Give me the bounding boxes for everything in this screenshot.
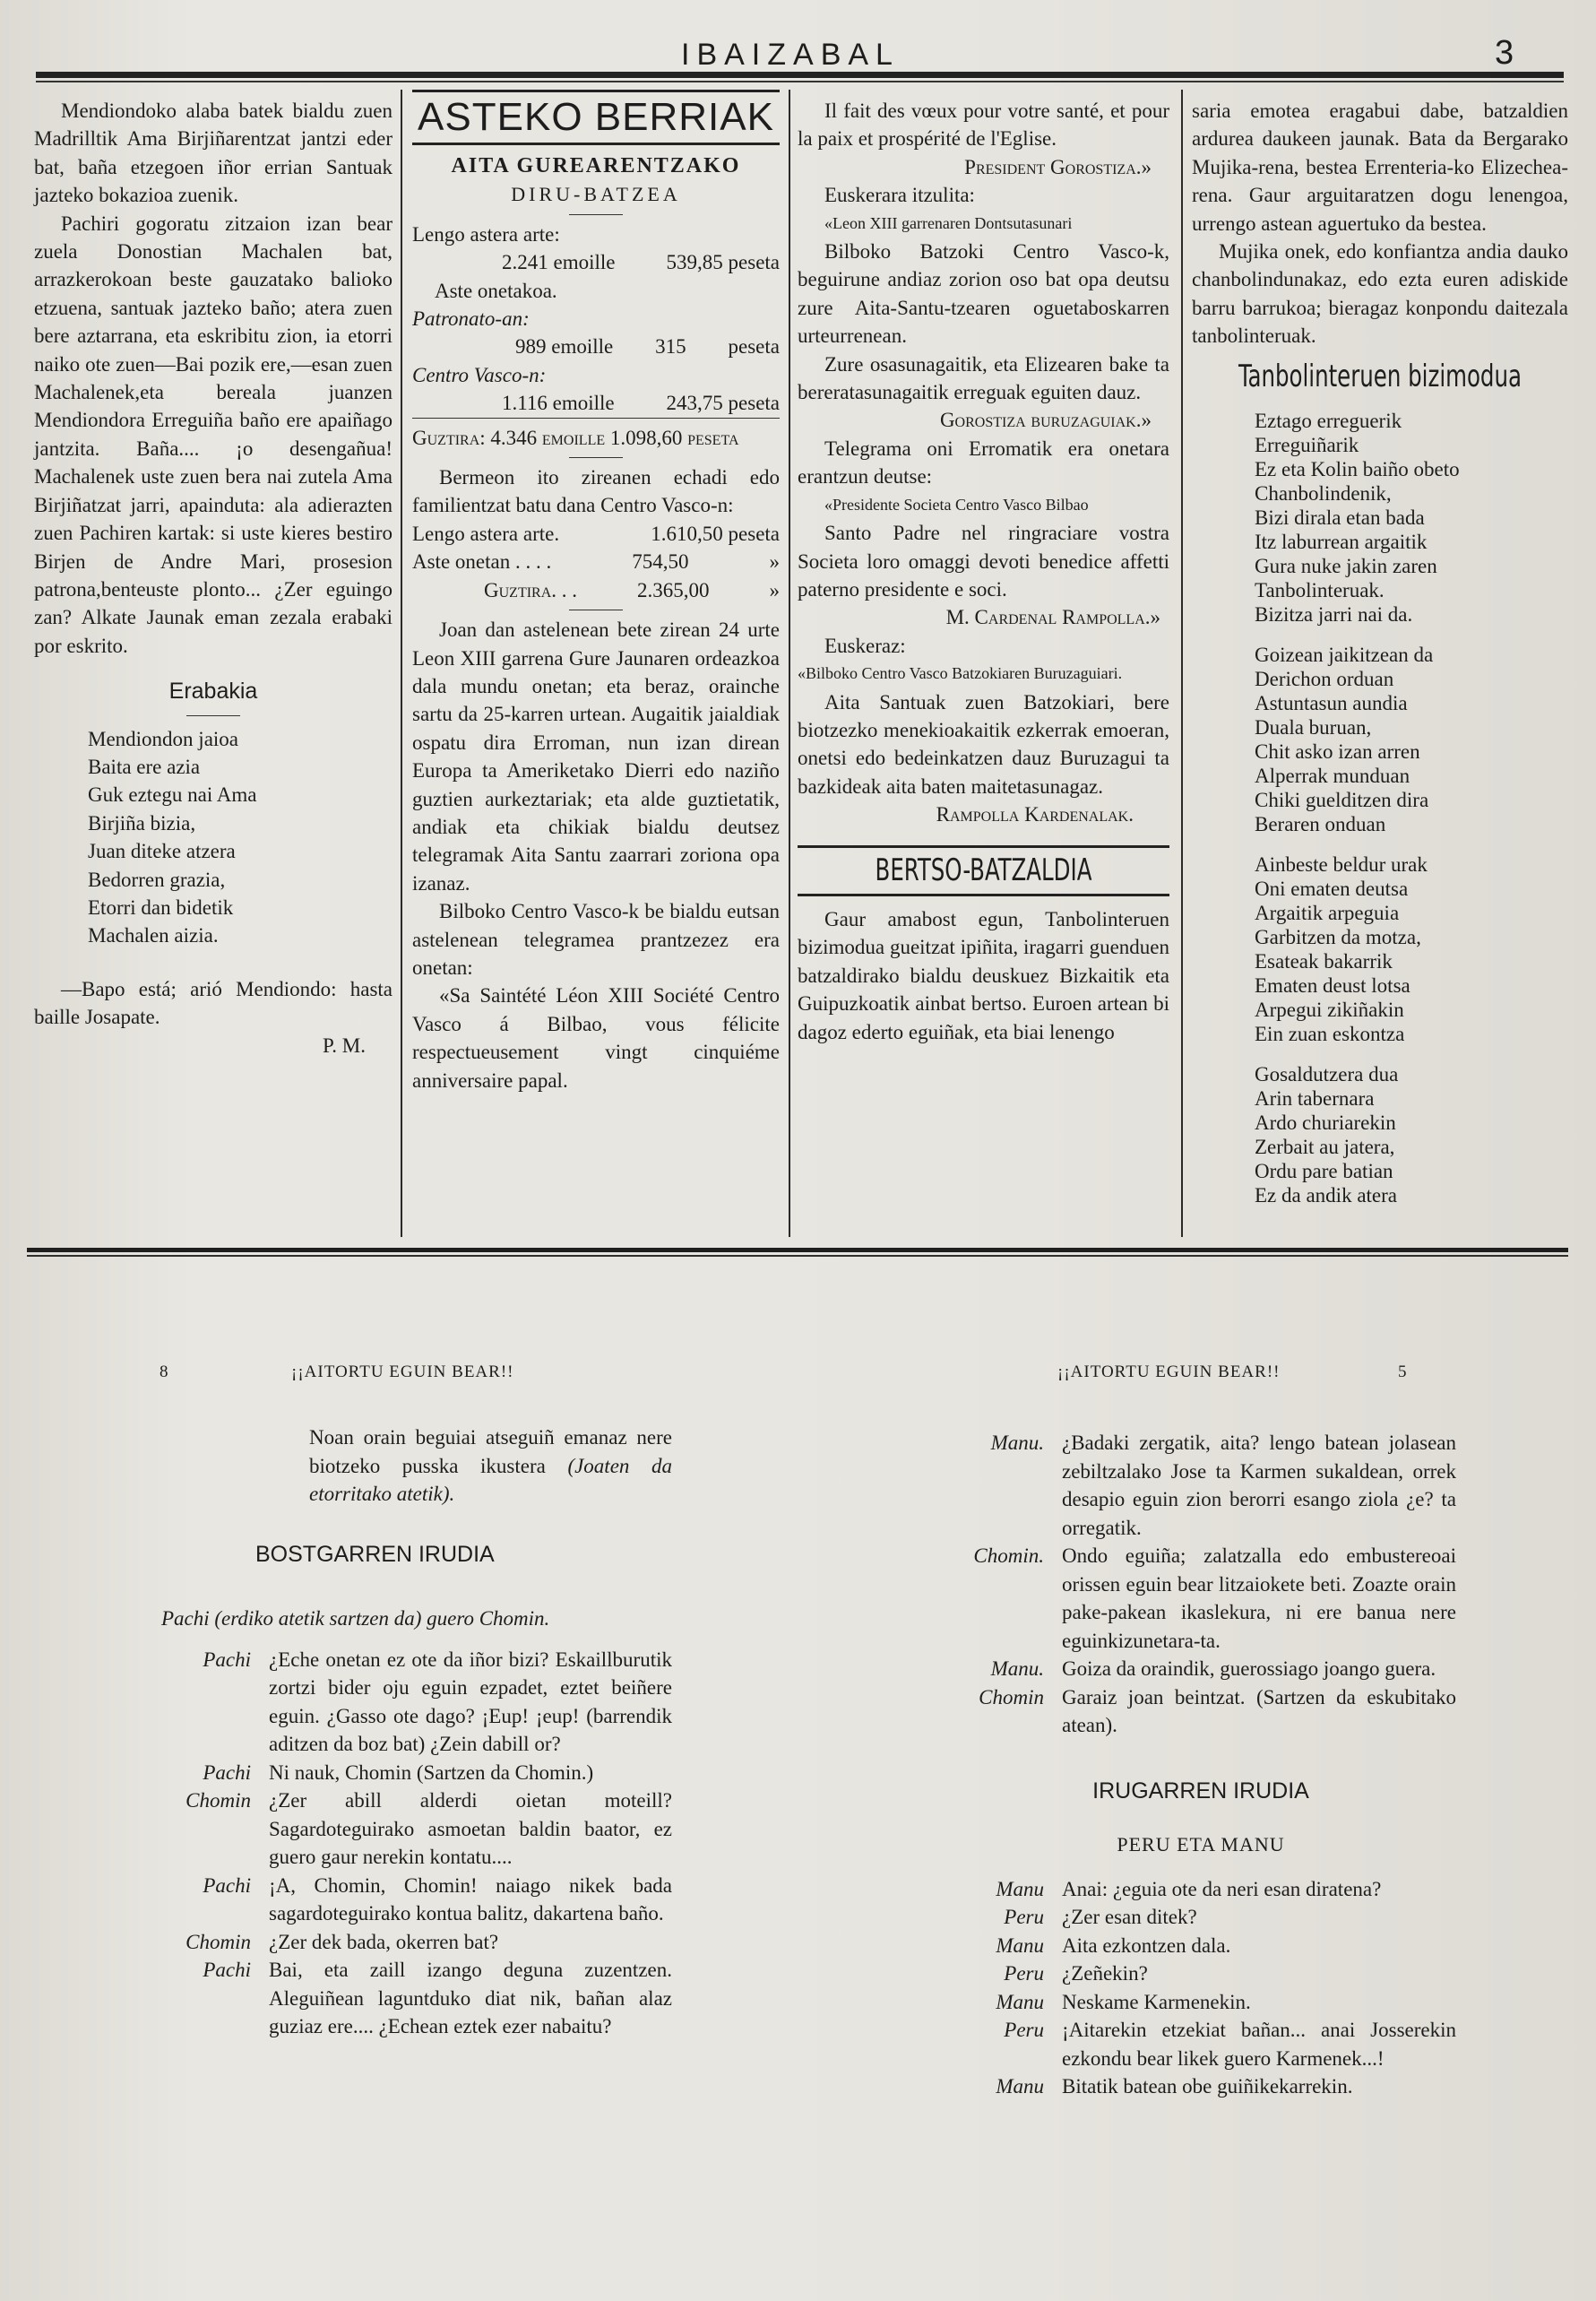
booklet-running-head: ¡¡AITORTU EGUIN BEAR!! — [1057, 1362, 1281, 1381]
poem-line: Bizi dirala etan bada — [1255, 506, 1425, 530]
poem-line: Derichon orduan — [1255, 668, 1394, 691]
ledger-amount: 754,50 — [632, 550, 689, 574]
speaker-name: Peru — [1004, 1906, 1044, 1928]
poem-line: Birjiña bizia, — [88, 811, 196, 835]
poem-line: Garbitzen da motza, — [1255, 926, 1421, 949]
booklet-right-page — [945, 1429, 1456, 2101]
signature: M. Cardenal Rampolla.» — [945, 606, 1160, 629]
dialogue-line: ¡Aitarekin etzekiat bañan... anai Josserekin ezkondu bear likek guero Karmenek...! — [1062, 2019, 1456, 2070]
article-paragraph: Gaur amabost egun, Tanbolinteruen bizimodua gueitzat ipiñita, iragarri guenduen batzaldirako bialdu deuskuez Bizkaitik eta Guipuzkoatik ainbat bertso. Euroen artean bi dagoz ederto eguiñak, eta biai lenengo — [798, 907, 1169, 1043]
newspaper-title: IBAIZABAL — [681, 38, 900, 72]
speaker-name: Manu. — [990, 1657, 1044, 1680]
poem-line: Goizean jaikitzean da — [1255, 644, 1434, 667]
poem-line: Zerbait au jatera, — [1255, 1136, 1395, 1159]
article-paragraph: saria emotea eragabui dabe, batzaldien ardurea daukeen jaunak. Bata da Bergarako Mujika-rena, bestea Errenteria-ko Elizechea-rena. Gaur arguitaratzen dogu lenengoa, urrengo astean aguertuko da bestea. — [1192, 99, 1568, 235]
column-rule — [1181, 90, 1183, 1237]
divider — [798, 845, 1169, 848]
ledger-row — [412, 576, 780, 604]
dialogue-line: Bai, eta zaill izango deguna zuzentzen. Aleguiñean laguntduko diat nik, bañan alaz guziaz ere.... ¿Echean eztek ezer nabaitu? — [269, 1959, 672, 2037]
speaker-name: Pachi — [203, 1873, 251, 1897]
column-4 — [1192, 97, 1568, 1224]
booklet-running-head: ¡¡AITORTU EGUIN BEAR!! — [291, 1362, 514, 1381]
ledger-row — [412, 548, 780, 575]
speaker-name: Chomin. — [973, 1544, 1044, 1567]
ledger-row — [412, 389, 780, 417]
poem-line: Baita ere azia — [88, 755, 201, 778]
poem-line: Mendiondon jaioa — [88, 727, 238, 750]
speaker-name: Manu — [996, 1990, 1044, 2013]
poem-line: Ardo churiarekin — [1255, 1112, 1396, 1135]
article-paragraph: Pachiri gogoratu zitzaion izan bear zuela Donostian Machalen bat, arrazkerokoan beste gauzatako balioko etzuena, santuak jazteko baño; atera zuen bere aztarrana, eta eskribitu zion, ia etorri naiko ote zuen—Bai pozik ere,—esan zuen Machalenek,eta bereala juanzen Mendiondora Erreguiña baño ere apaiñago jantzita. Baña.... ¡o desengañua! Machalenek uste zuen bera nai zutela Ama Birjiñatzat jarri, apainduta: ala adierazten zuen Pachiren kartak: si uste kieres bestiro Birjen de Andre Mari, prosesion patrona,benteuste plonto... ¿Zer eguingo zan? Alkate Jaunak eman zezala erabaki por eskrito. — [34, 212, 393, 657]
stage-text — [152, 1423, 672, 1509]
poem-line: Chiki guelditzen dira — [1255, 789, 1429, 812]
poem-line: Itz laburrean argaitik — [1255, 531, 1428, 554]
header-rule-thin — [36, 81, 1564, 82]
section-heading: ASTEKO BERRIAK — [412, 90, 780, 145]
ledger-unit: peseta — [728, 335, 780, 359]
ledger-label: Lengo astera arte. — [412, 522, 560, 545]
text-line: Lengo astera arte: — [412, 222, 560, 246]
scene-heading: IRUGARREN IRUDIA — [1092, 1778, 1309, 1804]
article-paragraph: Mendiondoko alaba batek bialdu zuen Madrilltik Ama Birjiñarentzat jantzi eder bat, baña etzegoen iñor errian Santuak jazteko bokazioa zuenik. — [34, 99, 393, 207]
ledger-row — [412, 333, 780, 360]
poem-line: Oni ematen deutsa — [1255, 878, 1409, 901]
poem-line: Bizitza jarri nai da. — [1255, 603, 1413, 627]
quote-line: «Leon XIII garrenaren Dontsutasunari — [824, 213, 1073, 232]
ledger-count: 1.116 emoille — [502, 392, 615, 415]
dialogue — [152, 1646, 672, 2041]
booklet-page-number: 5 — [1398, 1362, 1408, 1381]
ledger-amount: 243,75 peseta — [666, 392, 780, 415]
column-rule — [401, 90, 402, 1237]
header-rule — [36, 72, 1564, 78]
poem-line: Juan diteke atzera — [88, 840, 236, 863]
article-paragraph: Bilboko Centro Vasco-k be bialdu eutsan astelenean telegramea prantzezez era onetan: — [412, 900, 780, 979]
page-number: 3 — [1495, 34, 1514, 72]
poem-line: Etorri dan bidetik — [88, 895, 234, 919]
section-heading: BERTSO-BATZALDIA — [875, 852, 1092, 888]
text-line: Aste onetakoa. — [435, 279, 557, 302]
poem-line: Chit asko izan arren — [1255, 740, 1420, 764]
dialogue-line: Ondo eguiña; zalatzalla edo embustereoai orissen eguin bear litzaiokete beti. Zoazte orain pake-pakean ikaslekura, ni ere banua nere eguinkizunetara-ta. — [1062, 1544, 1456, 1652]
intro-text: Noan orain beguiai atseguiñ emanaz nere biotzeko pusska ikustera — [309, 1426, 672, 1477]
ledger-amount: 2.365,00 — [637, 578, 710, 601]
booklet-left-page — [152, 1423, 672, 2041]
article-paragraph: —Bapo está; arió Mendiondo: hasta baille Josapate. — [34, 977, 393, 1029]
article-paragraph: Aita Santuak zuen Batzokiari, bere biotzezko menekioakaitik ezkerrak emoeran, onetsi edo bedeinkatzen dauz Buruzagui ta bazkideak aita baten maitetasunagaz. — [798, 690, 1169, 798]
poem-line: Duala buruan, — [1255, 716, 1372, 740]
ledger-amount: 1.610,50 peseta — [651, 522, 780, 545]
signature: President Gorostiza.» — [964, 155, 1152, 178]
poem-line: Guk eztegu nai Ama — [88, 783, 257, 807]
ledger-count: 2.241 emoille — [502, 251, 616, 274]
dialogue-line: ¿Zer dek bada, okerren bat? — [269, 1930, 499, 1953]
poem-stanza — [1255, 852, 1568, 1046]
column-3 — [798, 97, 1169, 1046]
poem-line: Ez eta Kolin baiño obeto — [1255, 458, 1460, 481]
dialogue — [945, 1429, 1456, 1740]
article-paragraph: Zure osasunagaitik, eta Elizearen bake ta bereratasunagaitik erreguak eguiten dauz. — [798, 352, 1169, 404]
poem-line: Argaitik arpeguia — [1255, 902, 1400, 925]
dialogue-line: ¿Zer esan ditek? — [1062, 1906, 1197, 1928]
poem-line: Ein zuan eskontza — [1255, 1023, 1405, 1046]
stage-direction: (Joaten da etorritako atetik). — [309, 1454, 673, 1505]
speaker-name: Manu — [996, 2075, 1044, 2098]
dialogue-line: Neskame Karmenekin. — [1062, 1990, 1251, 2013]
poem-line: Tanbolinteruak. — [1255, 579, 1385, 602]
poem-line: Chanbolindenik, — [1255, 482, 1392, 506]
booklet-page-number: 8 — [160, 1362, 169, 1381]
ledger-unit: » — [769, 550, 780, 574]
speaker-name: Manu. — [990, 1432, 1044, 1454]
article-paragraph: Il fait des vœux pour votre santé, et pour la paix et prospérité de l'Eglise. — [798, 99, 1169, 151]
text-line: Euskerara itzulita: — [824, 184, 975, 207]
speaker-name: Manu — [996, 1933, 1044, 1957]
masthead — [0, 34, 1596, 70]
ledger-total: Guztira: 4.346 emoille 1.098,60 peseta — [412, 418, 780, 452]
poem-line: Beraren onduan — [1255, 813, 1386, 836]
scene-subheading: PERU ETA MANU — [1117, 1833, 1285, 1856]
scene-heading: BOSTGARREN IRUDIA — [255, 1541, 495, 1567]
poem-line: Ematen deust lotsa — [1255, 974, 1411, 998]
dialogue — [945, 1875, 1456, 2101]
sub-heading: DIRU-BATZEA — [511, 183, 681, 206]
poem-line: Arin tabernara — [1255, 1087, 1375, 1111]
page-divider-thin — [27, 1255, 1568, 1257]
speaker-name: Chomin — [185, 1789, 251, 1812]
poem-stanza — [1255, 409, 1568, 627]
text-line: Patronato-an: — [412, 307, 530, 331]
quote-line: «Presidente Societa Centro Vasco Bilbao — [824, 495, 1089, 514]
ledger-amount: 539,85 peseta — [666, 251, 780, 274]
dialogue-line: Ni nauk, Chomin (Sartzen da Chomin.) — [269, 1760, 594, 1784]
dialogue-line: Anai: ¿eguia ote da neri esan diratena? — [1062, 1877, 1382, 1900]
speaker-name: Chomin — [185, 1930, 251, 1953]
poem-line: Ainbeste beldur urak — [1255, 853, 1428, 877]
poem-line: Esateak bakarrik — [1255, 950, 1393, 973]
sub-heading: AITA GUREARENTZAKO — [451, 154, 741, 177]
article-paragraph: Bilboko Batzoki Centro Vasco-k, beguirune andiaz zorion oso bat opa deutsu zure Aita-Santu-tzearen oguetaboskarren urteurrenean. — [798, 240, 1169, 348]
stage-direction: Pachi (erdiko atetik sartzen da) guero Chomin. — [161, 1607, 550, 1630]
speaker-name: Peru — [1004, 1962, 1044, 1985]
ledger-count: 989 emoille — [515, 335, 614, 359]
dialogue-line: Garaiz joan beintzat. (Sartzen da eskubitako atean). — [1062, 1685, 1456, 1736]
signature: Gorostiza buruzaguiak.» — [939, 409, 1152, 432]
section-heading: Erabakia — [168, 679, 258, 705]
article-paragraph: Mujika onek, edo konfiantza andia dauko chanbolindunakaz, edo ezta euren adiskide barru barrukoa; bieragaz konpondu daitezala tanbolinteruak. — [1192, 240, 1568, 348]
speaker-name: Chomin — [979, 1685, 1044, 1708]
poem-line: Machalen aizia. — [88, 924, 219, 947]
poem — [34, 725, 393, 950]
poem-line: Bedorren grazia, — [88, 868, 226, 891]
ledger-label: Guztira. . . — [484, 578, 578, 601]
speaker-name: Pachi — [203, 1760, 251, 1784]
dialogue-line: Aita ezkontzen dala. — [1062, 1933, 1231, 1957]
dialogue-line: ¿Badaki zergatik, aita? lengo batean jolasean zebiltzalako Jose ta Karmen sukaldean, orrek desapio eguin zion berorri esango ziola ¿e? ta orregatik. — [1062, 1432, 1456, 1539]
ledger-row — [412, 248, 780, 276]
poem-line: Astuntasun aundia — [1255, 692, 1408, 715]
ledger-label: Aste onetan . . . . — [412, 550, 552, 574]
poem-line: Gura nuke jakin zaren — [1255, 555, 1437, 578]
divider — [569, 214, 623, 215]
signature: Rampolla Kardenalak. — [936, 803, 1134, 826]
dialogue-line: ¡A, Chomin, Chomin! naiago nikek bada sagardoteguirako kontua balitz, dakartena baño. — [269, 1873, 672, 1925]
divider — [186, 715, 240, 716]
dialogue-line: ¿Zer abill alderdi oietan moteill? Sagardoteguirako asmoetan baldin baator, ez guero gaur nerekin kontatu.... — [269, 1789, 672, 1868]
speaker-name: Pachi — [203, 1648, 251, 1671]
dialogue-line: ¿Eche onetan ez ote da iñor bizi? Eskaillburutik zortzi bider oju eguin ezpadet, eztet beiñere eguin. ¿Gasso ote dago? ¡Eup! ¡eup! (barrendik aditzen da boz bat) ¿Zein dabill or? — [269, 1648, 672, 1755]
ledger-unit: » — [769, 578, 780, 601]
poem-line: Eztago erreguerik — [1255, 410, 1402, 433]
divider — [569, 457, 623, 458]
ledger-amount: 315 — [655, 335, 686, 359]
article-paragraph: Bermeon ito zireanen echadi edo familientzat batu dana Centro Vasco-n: — [412, 466, 780, 517]
poem — [1192, 409, 1568, 1207]
speaker-name: Pachi — [203, 1959, 251, 1981]
quote-line: «Bilboko Centro Vasco Batzokiaren Buruzaguiari. — [798, 664, 1123, 683]
section-heading: Tanbolinteruen bizimodua — [1238, 358, 1522, 394]
divider — [798, 894, 1169, 896]
page-divider — [27, 1248, 1568, 1252]
article-paragraph: Joan dan astelenean bete zirean 24 urte Leon XIII garrena Gure Jaunaren ordeazkoa dala mundu onetan; eta beraz, orainche sartu da 25-karren urtean. Augaitik jaialdiak ospatu dira Erroman, nun izan direan Europa ta Ameriketako Dierri edo naziño guztien aurkeztariak; eta alde guztietatik, andiak eta chikiak bialdu deutsez telegramak Aita Santu zaarrari zoriona opa izanaz. — [412, 619, 780, 895]
dialogue-line: Goiza da oraindik, guerossiago joango guera. — [1062, 1657, 1436, 1680]
article-paragraph: Telegrama oni Erromatik era onetara erantzun deutse: — [798, 437, 1169, 489]
poem-line: Ez da andik atera — [1255, 1184, 1397, 1207]
poem-stanza — [1255, 643, 1568, 836]
speaker-name: Manu — [996, 1877, 1044, 1900]
poem-line: Erreguiñarik — [1255, 434, 1359, 457]
dialogue-line: Bitatik batean obe guiñikekarrekin. — [1062, 2075, 1353, 2098]
poem-line: Alperrak munduan — [1255, 765, 1411, 788]
poem-line: Gosaldutzera dua — [1255, 1063, 1399, 1086]
poem-line: Arpegui zikiñakin — [1255, 999, 1404, 1022]
column-1 — [34, 97, 393, 1060]
poem-line: Ordu pare batian — [1255, 1160, 1393, 1183]
text-line: Centro Vasco-n: — [412, 363, 547, 386]
text-line: Euskeraz: — [824, 634, 906, 657]
ledger-row — [412, 520, 780, 548]
column-rule — [789, 90, 790, 1237]
quoted-telegram: «Sa Saintété Léon XIII Société Centro Vasco á Bilbao, vous félicite respectueusement vingt cinquiéme anniversaire papal. — [412, 984, 780, 1092]
article-paragraph: Santo Padre nel ringraciare vostra Societa loro omaggi devoti benedice affetti paterno presidente e soci. — [798, 522, 1169, 601]
speaker-name: Peru — [1004, 2019, 1044, 2041]
signature: P. M. — [323, 1034, 366, 1057]
poem-stanza — [1255, 1062, 1568, 1207]
dialogue-line: ¿Zeñekin? — [1062, 1962, 1148, 1985]
column-2 — [412, 90, 780, 1094]
